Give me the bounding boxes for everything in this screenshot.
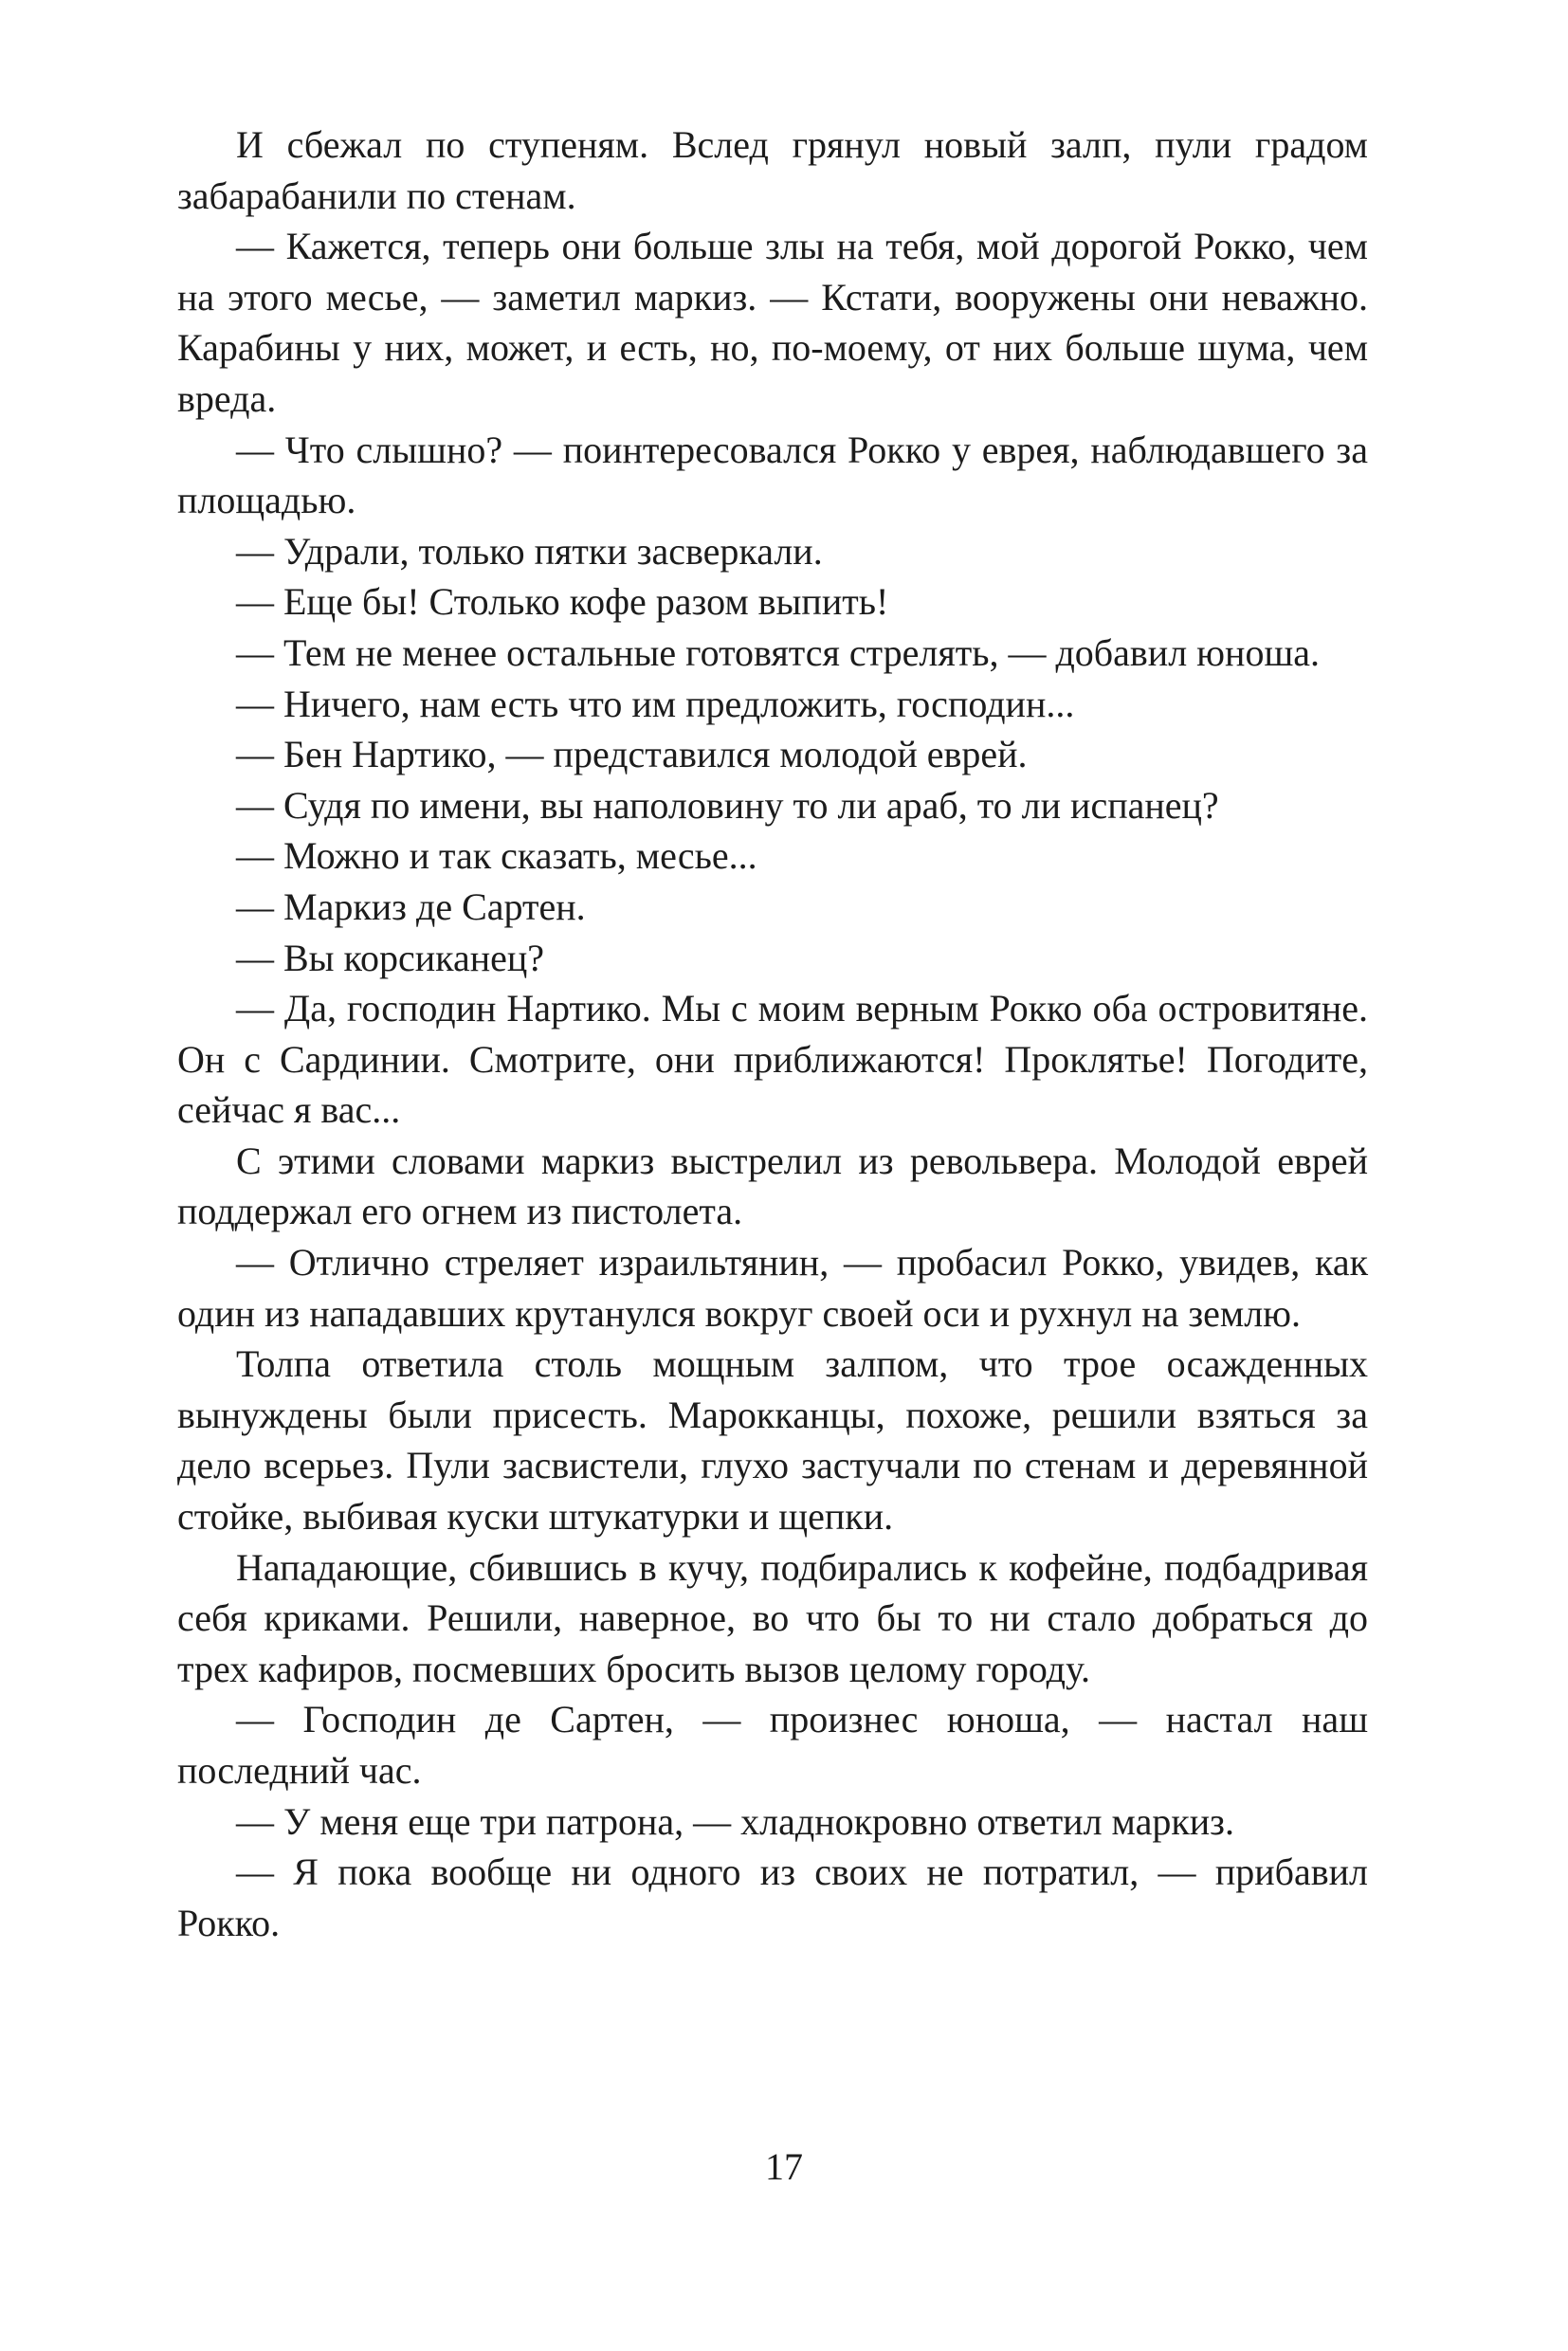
paragraph: С этими словами маркиз выстрелил из револьвера. Молодой еврей поддержал его огнем из пистолета. [177, 1139, 1368, 1233]
paragraph: — Кажется, теперь они больше злы на тебя, мой дорогой Рокко, чем на этого месье, — заметил маркиз. — Кстати, вооружены они неважно. Карабины у них, может, и есть, но, по-моему, от них больше шума, чем вреда. [177, 225, 1368, 420]
paragraph: — Да, господин Нартико. Мы с моим верным Рокко оба островитяне. Он с Сардинии. Смотрите, они приближаются! Проклятье! Погодите, сейчас я вас... [177, 987, 1368, 1132]
paragraph: Нападающие, сбившись в кучу, подбирались к кофейне, подбадривая себя криками. Решили, наверное, во что бы то ни стало добраться до трех кафиров, посмевших бросить вызов целому городу. [177, 1545, 1368, 1690]
paragraph: — Господин де Сартен, — произнес юноша, — настал наш последний час. [177, 1698, 1368, 1792]
paragraph: Толпа ответила столь мощным залпом, что трое осажденных вынуждены были присесть. Марокканцы, похоже, решили взяться за дело всерьез. Пули засвистели, глухо застучали по стенам и деревянной стойке, выбивая куски штукатурки и щепки. [177, 1342, 1368, 1539]
paragraph: — У меня еще три патрона, — хладнокровно ответил маркиз. [236, 1799, 1234, 1843]
paragraph: — Вы корсиканец? [236, 936, 545, 979]
paragraph: — Судя по имени, вы наполовину то ли араб, то ли испанец? [236, 783, 1219, 827]
paragraph: — Можно и так сказать, месье... [236, 834, 757, 878]
paragraph: — Ничего, нам есть что им предложить, господин... [236, 682, 1075, 725]
page-number: 17 [765, 2145, 803, 2188]
paragraph: И сбежал по ступеням. Вслед грянул новый залп, пули градом забарабанили по стенам. [177, 123, 1368, 217]
paragraph: — Тем не менее остальные готовятся стрелять, — добавил юноша. [236, 630, 1321, 674]
paragraph: — Удрали, только пятки засверкали. [236, 529, 823, 573]
paragraph: — Отлично стреляет израильтянин, — пробасил Рокко, увидев, как один из нападавших крутанулся вокруг своей оси и рухнул на землю. [177, 1241, 1368, 1335]
paragraph: — Маркиз де Сартен. [236, 884, 586, 928]
paragraph: — Что слышно? — поинтересовался Рокко у еврея, наблюдавшего за площадью. [177, 428, 1368, 522]
body-text [177, 119, 1368, 1948]
paragraph: — Я пока вообще ни одного из своих не потратил, — прибавил Рокко. [177, 1850, 1368, 1944]
paragraph: — Еще бы! Столько кофе разом выпить! [236, 580, 889, 624]
paragraph: — Бен Нартико, — представился молодой еврей. [236, 733, 1028, 776]
